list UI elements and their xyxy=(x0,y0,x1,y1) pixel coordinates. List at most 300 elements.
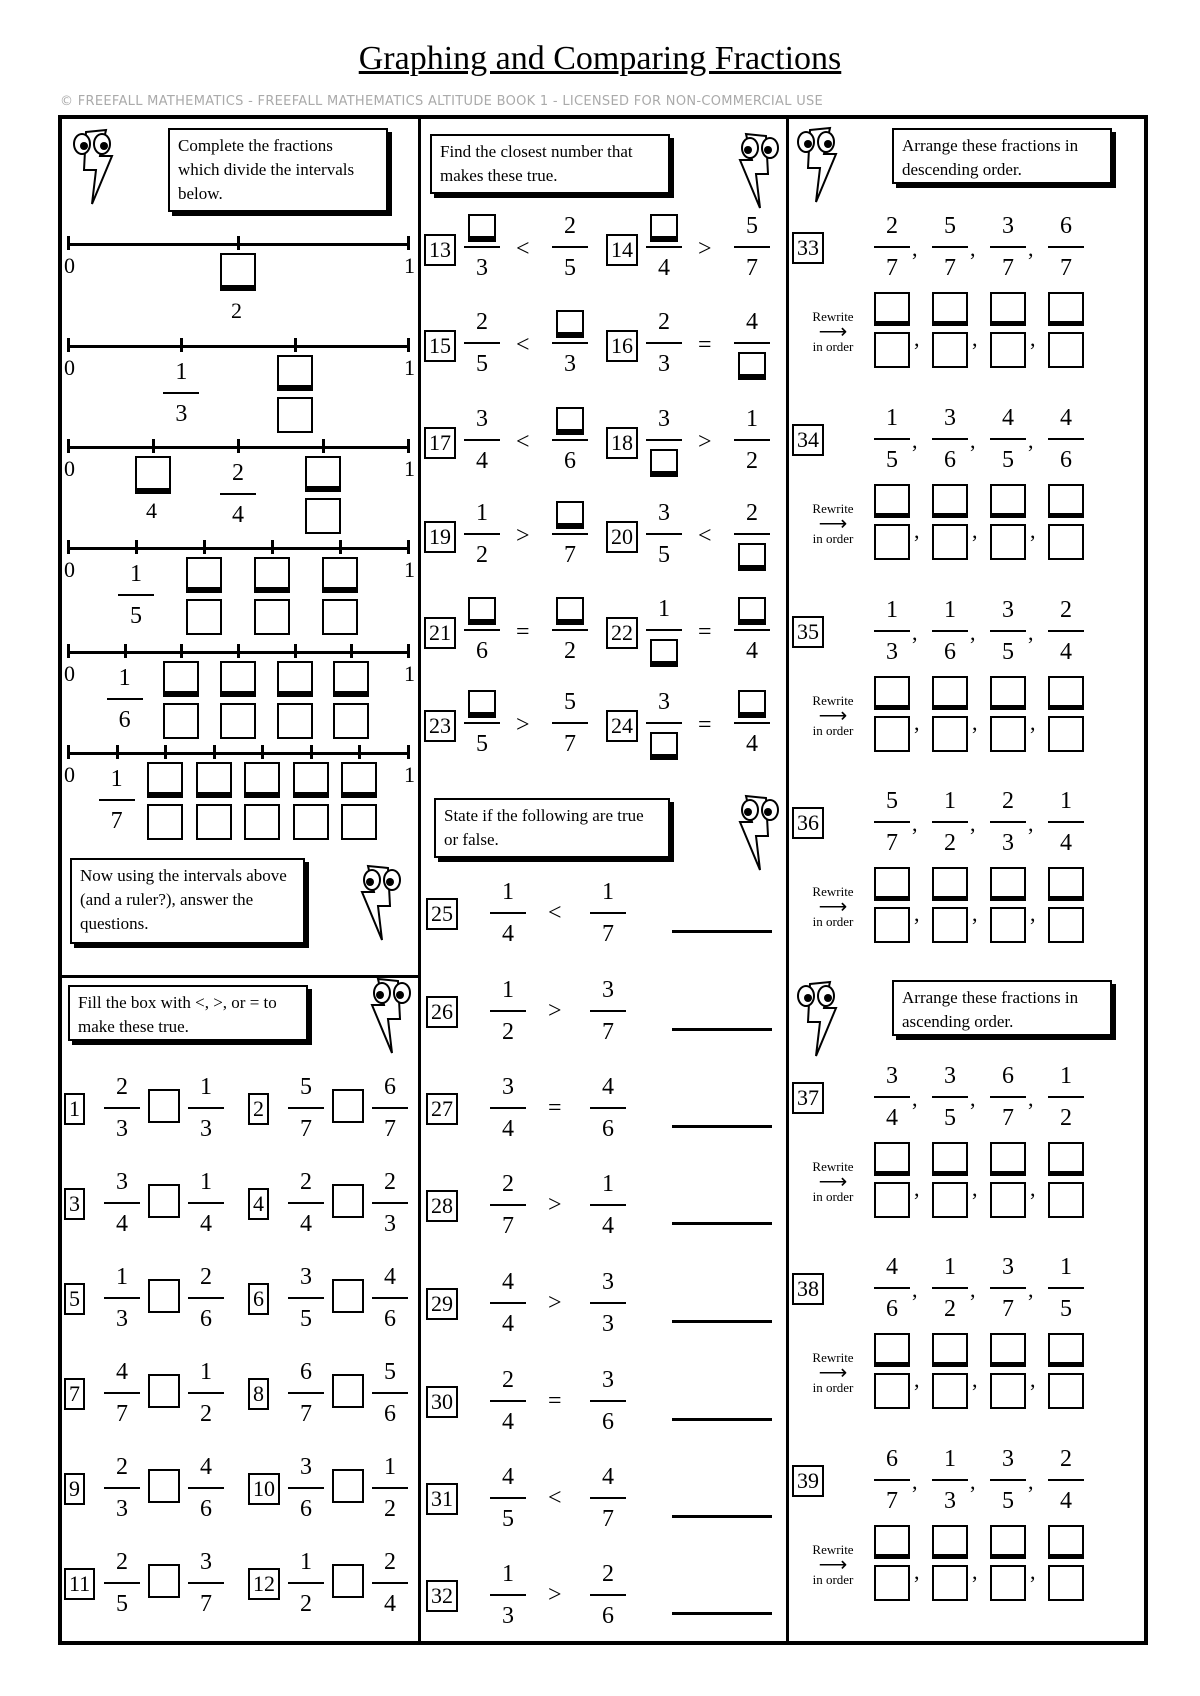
fraction xyxy=(588,1075,628,1147)
fraction-denominator: 5 xyxy=(1002,1488,1014,1514)
fraction-numerator: 3 xyxy=(476,406,488,432)
fraction-bar xyxy=(932,246,968,248)
answer-box-pair[interactable] xyxy=(220,661,256,739)
fraction-bar xyxy=(1048,630,1084,632)
fraction-bar xyxy=(590,1400,626,1402)
rewrite-text: Rewrite xyxy=(812,501,854,516)
answer-box-pair[interactable] xyxy=(322,557,358,635)
fraction xyxy=(462,690,502,762)
fraction xyxy=(644,310,684,382)
number-line-tick xyxy=(180,338,183,352)
comparison-box[interactable] xyxy=(332,1279,364,1313)
fraction xyxy=(488,1075,528,1147)
fraction-numerator: 3 xyxy=(200,1549,212,1575)
rewrite-text: in order xyxy=(812,1380,854,1395)
fraction-denominator: 6 xyxy=(944,639,956,665)
rewrite-text: in order xyxy=(812,1189,854,1204)
number-line-zero: 0 xyxy=(64,456,75,481)
answer-box[interactable] xyxy=(738,543,766,571)
answer-box-pair[interactable] xyxy=(1048,1142,1084,1218)
question-number: 4 xyxy=(248,1188,269,1220)
comparison-symbol: < xyxy=(548,900,562,926)
number-line-tick xyxy=(67,540,70,554)
answer-box-pair[interactable] xyxy=(990,1333,1026,1409)
answer-box-pair[interactable] xyxy=(990,676,1026,752)
comma: , xyxy=(1028,1086,1034,1111)
fraction-numerator: 3 xyxy=(1002,1254,1014,1280)
number-line-tick xyxy=(407,236,410,250)
comma: , xyxy=(1030,518,1036,543)
fraction-numerator: 2 xyxy=(300,1169,312,1195)
fraction xyxy=(550,214,590,286)
fraction-denominator: 5 xyxy=(886,447,898,473)
arrow-right-icon: ⟶ xyxy=(818,705,848,727)
fraction-denominator: 6 xyxy=(118,707,131,733)
fraction-numerator[interactable] xyxy=(550,597,590,627)
answer-box[interactable] xyxy=(738,690,766,718)
question-number: 29 xyxy=(426,1288,458,1320)
fraction-bar xyxy=(490,1400,526,1402)
fraction-numerator: 1 xyxy=(476,500,488,526)
fraction-numerator: 2 xyxy=(886,213,898,239)
rewrite-text: in order xyxy=(812,723,854,738)
number-line-tick xyxy=(135,540,138,554)
number-line-tick xyxy=(237,644,240,658)
fraction-denominator[interactable] xyxy=(732,352,772,382)
fraction-denominator: 7 xyxy=(200,1591,212,1617)
fraction-denominator: 2 xyxy=(1060,1105,1072,1131)
comparison-symbol: = xyxy=(516,619,530,645)
number-line-zero: 0 xyxy=(64,557,75,582)
question-number: 13 xyxy=(424,234,456,266)
fraction-numerator: 4 xyxy=(502,1464,514,1490)
answer-box[interactable] xyxy=(468,597,496,625)
answer-box[interactable] xyxy=(220,253,256,293)
fraction-numerator: 1 xyxy=(384,1454,396,1480)
mascot-icon xyxy=(360,975,412,1057)
answer-box-pair[interactable] xyxy=(932,1333,968,1409)
question-number: 19 xyxy=(424,521,456,553)
fraction-denominator: 7 xyxy=(602,1019,614,1045)
fraction-bar xyxy=(874,1096,910,1098)
answer-box-pair[interactable] xyxy=(874,867,910,943)
answer-box-pair[interactable] xyxy=(932,1525,968,1601)
fraction-numerator: 4 xyxy=(1002,405,1014,431)
fraction-bar xyxy=(990,1479,1026,1481)
fraction xyxy=(370,1360,410,1432)
comma: , xyxy=(914,1559,920,1584)
answer-box-pair[interactable] xyxy=(293,762,329,840)
comparison-box[interactable] xyxy=(148,1564,180,1598)
answer-box-pair[interactable] xyxy=(1048,292,1084,368)
fraction-numerator[interactable] xyxy=(550,407,590,437)
fraction-denominator[interactable] xyxy=(644,639,684,669)
answer-box-pair[interactable] xyxy=(1048,1333,1084,1409)
fraction-bar xyxy=(932,821,968,823)
fraction xyxy=(988,1447,1028,1519)
comparison-box[interactable] xyxy=(148,1469,180,1503)
answer-box-pair[interactable] xyxy=(244,762,280,840)
answer-box-pair[interactable] xyxy=(277,661,313,739)
fraction-numerator: 1 xyxy=(1060,788,1072,814)
comparison-symbol: < xyxy=(548,1485,562,1511)
fraction xyxy=(988,1255,1028,1327)
comparison-box[interactable] xyxy=(332,1184,364,1218)
question-number: 26 xyxy=(426,996,458,1028)
instruction-bubble: Arrange these fractions in ascending order. xyxy=(892,980,1112,1036)
fraction-bar xyxy=(188,1107,224,1109)
answer-line[interactable] xyxy=(672,1320,772,1323)
comparison-box[interactable] xyxy=(332,1469,364,1503)
number-line-tick xyxy=(358,745,361,759)
fraction-numerator: 1 xyxy=(886,597,898,623)
fraction-bar xyxy=(932,1096,968,1098)
fraction-denominator: 4 xyxy=(502,1311,514,1337)
comma: , xyxy=(1030,326,1036,351)
fraction-numerator: 3 xyxy=(116,1169,128,1195)
answer-box-pair[interactable] xyxy=(990,1142,1026,1218)
fraction xyxy=(872,1255,912,1327)
number-line-one: 1 xyxy=(404,762,415,787)
fraction-numerator[interactable] xyxy=(462,214,502,244)
comma: , xyxy=(912,1469,918,1494)
answer-box-pair[interactable] xyxy=(874,292,910,368)
question-number: 21 xyxy=(424,617,456,649)
fraction-numerator: 1 xyxy=(300,1549,312,1575)
number-line-tick xyxy=(67,439,70,453)
fraction-denominator: 6 xyxy=(300,1496,312,1522)
comparison-box[interactable] xyxy=(148,1279,180,1313)
fraction xyxy=(732,690,772,762)
fraction-numerator: 3 xyxy=(300,1264,312,1290)
number-line-tick xyxy=(407,540,410,554)
comma: , xyxy=(970,428,976,453)
fraction-numerator: 2 xyxy=(116,1454,128,1480)
fraction-denominator: 4 xyxy=(1060,639,1072,665)
number-line-tick xyxy=(164,745,167,759)
fraction-bar xyxy=(288,1487,324,1489)
fraction xyxy=(488,880,528,952)
fraction-denominator[interactable] xyxy=(644,732,684,762)
fraction-numerator: 3 xyxy=(602,1367,614,1393)
fraction-numerator[interactable] xyxy=(462,597,502,627)
comparison-box[interactable] xyxy=(332,1564,364,1598)
fraction xyxy=(872,598,912,670)
answer-box[interactable] xyxy=(556,597,584,625)
fraction-denominator: 3 xyxy=(384,1211,396,1237)
question-number: 36 xyxy=(792,807,824,839)
fraction-bar xyxy=(552,246,588,248)
fraction xyxy=(550,690,590,762)
fraction xyxy=(186,1075,226,1147)
comparison-symbol: > xyxy=(516,712,530,738)
fraction-bar xyxy=(372,1202,408,1204)
fraction-bar xyxy=(590,1107,626,1109)
answer-box[interactable] xyxy=(556,407,584,435)
answer-box-pair[interactable] xyxy=(990,484,1026,560)
fraction-denominator[interactable] xyxy=(644,449,684,479)
mascot-icon xyxy=(350,862,402,944)
answer-box-pair[interactable] xyxy=(254,557,290,635)
fraction-denominator: 3 xyxy=(1002,830,1014,856)
fraction xyxy=(988,406,1028,478)
question-number: 22 xyxy=(606,617,638,649)
number-line-tick xyxy=(180,644,183,658)
fraction-bar xyxy=(1048,1287,1084,1289)
fraction-denominator: 7 xyxy=(1002,1296,1014,1322)
fraction-bar xyxy=(990,821,1026,823)
answer-box-pair[interactable] xyxy=(874,676,910,752)
comparison-box[interactable] xyxy=(148,1089,180,1123)
fraction xyxy=(732,310,772,382)
comma: , xyxy=(972,901,978,926)
fraction-denominator: 6 xyxy=(1060,447,1072,473)
fraction-bar xyxy=(734,342,770,344)
comma: , xyxy=(914,1176,920,1201)
answer-box-pair[interactable] xyxy=(932,676,968,752)
fraction xyxy=(732,407,772,479)
comparison-symbol: = xyxy=(698,712,712,738)
answer-line[interactable] xyxy=(672,1418,772,1421)
fraction-denominator: 3 xyxy=(658,351,670,377)
answer-box[interactable] xyxy=(738,597,766,625)
comma: , xyxy=(1030,710,1036,735)
fraction-numerator: 1 xyxy=(502,879,514,905)
answer-box[interactable] xyxy=(738,352,766,380)
fraction-bar xyxy=(104,1392,140,1394)
answer-box-pair[interactable] xyxy=(163,661,199,739)
fraction-numerator[interactable] xyxy=(732,597,772,627)
fraction-bar xyxy=(188,1487,224,1489)
fraction-bar xyxy=(734,629,770,631)
rewrite-text: in order xyxy=(812,1572,854,1587)
fraction-denominator: 7 xyxy=(886,830,898,856)
fraction xyxy=(286,1455,326,1527)
answer-box-pair[interactable] xyxy=(186,557,222,635)
fraction xyxy=(186,1550,226,1622)
comma: , xyxy=(972,1559,978,1584)
comma: , xyxy=(912,620,918,645)
answer-box-pair[interactable] xyxy=(932,292,968,368)
answer-box-pair[interactable] xyxy=(277,355,313,433)
fraction xyxy=(930,598,970,670)
comparison-box[interactable] xyxy=(332,1374,364,1408)
answer-box-pair[interactable] xyxy=(1048,1525,1084,1601)
fraction-bar xyxy=(163,392,199,394)
fraction-numerator: 3 xyxy=(1002,597,1014,623)
answer-line[interactable] xyxy=(672,930,772,933)
comparison-symbol: < xyxy=(516,236,530,262)
answer-box-pair[interactable] xyxy=(874,1333,910,1409)
fraction-numerator: 3 xyxy=(886,1063,898,1089)
fraction-denominator: 5 xyxy=(300,1306,312,1332)
number-line-tick xyxy=(407,439,410,453)
rewrite-label xyxy=(798,308,868,356)
comparison-box[interactable] xyxy=(148,1184,180,1218)
fraction-denominator: 7 xyxy=(300,1116,312,1142)
fraction xyxy=(588,880,628,952)
comma: , xyxy=(1030,901,1036,926)
answer-box[interactable] xyxy=(468,690,496,718)
fraction-bar xyxy=(646,629,682,631)
fraction-numerator: 4 xyxy=(886,1254,898,1280)
fraction-numerator: 1 xyxy=(200,1074,212,1100)
comparison-symbol: > xyxy=(548,1582,562,1608)
fraction xyxy=(588,1270,628,1342)
answer-box[interactable] xyxy=(468,214,496,242)
comparison-box[interactable] xyxy=(148,1374,180,1408)
fraction-numerator: 4 xyxy=(602,1464,614,1490)
fraction-numerator[interactable] xyxy=(462,690,502,720)
answer-box[interactable] xyxy=(650,214,678,242)
answer-box-pair[interactable] xyxy=(341,762,377,840)
fraction-denominator: 3 xyxy=(886,639,898,665)
comma: , xyxy=(912,236,918,261)
fraction xyxy=(644,407,684,479)
fraction-denominator: 7 xyxy=(300,1401,312,1427)
fraction-bar xyxy=(874,821,910,823)
fraction-numerator: 2 xyxy=(602,1561,614,1587)
fraction-denominator: 2 xyxy=(200,1401,212,1427)
instruction-bubble: Find the closest number that makes these true. xyxy=(430,134,670,194)
fraction-bar xyxy=(552,533,588,535)
answer-box-pair[interactable] xyxy=(990,867,1026,943)
answer-line[interactable] xyxy=(672,1028,772,1031)
number-line-tick xyxy=(213,745,216,759)
fraction-denominator: 3 xyxy=(116,1496,128,1522)
question-number: 9 xyxy=(64,1473,85,1505)
fraction-bar xyxy=(990,1096,1026,1098)
fraction xyxy=(550,310,590,382)
number-line-tick xyxy=(294,644,297,658)
answer-box-pair[interactable] xyxy=(1048,676,1084,752)
comma: , xyxy=(914,326,920,351)
fraction-denominator: 7 xyxy=(602,1506,614,1532)
fraction-numerator: 1 xyxy=(502,1561,514,1587)
answer-box-pair[interactable] xyxy=(305,456,341,534)
answer-box-pair[interactable] xyxy=(1048,484,1084,560)
fraction-numerator[interactable] xyxy=(644,214,684,244)
answer-line[interactable] xyxy=(672,1222,772,1225)
answer-box[interactable] xyxy=(556,310,584,338)
comma: , xyxy=(970,1277,976,1302)
fraction-bar xyxy=(874,438,910,440)
answer-box-pair[interactable] xyxy=(990,1525,1026,1601)
answer-box[interactable] xyxy=(650,639,678,667)
mascot-icon xyxy=(72,126,124,208)
fraction-denominator: 3 xyxy=(944,1488,956,1514)
answer-box-pair[interactable] xyxy=(874,1525,910,1601)
fraction-denominator: 6 xyxy=(602,1116,614,1142)
fraction xyxy=(286,1550,326,1622)
answer-box[interactable] xyxy=(650,732,678,760)
answer-box-pair[interactable] xyxy=(932,1142,968,1218)
answer-box-pair[interactable] xyxy=(932,484,968,560)
fraction-bar xyxy=(646,342,682,344)
question-number: 38 xyxy=(792,1273,824,1305)
fraction xyxy=(872,789,912,861)
answer-box[interactable] xyxy=(135,456,171,496)
fraction-bar xyxy=(590,1497,626,1499)
fraction-bar xyxy=(1048,1096,1084,1098)
fraction xyxy=(186,1360,226,1432)
fraction-denominator: 3 xyxy=(564,351,576,377)
comparison-symbol: = xyxy=(698,619,712,645)
question-number: 24 xyxy=(606,710,638,742)
fraction xyxy=(370,1455,410,1527)
fraction-denominator: 7 xyxy=(502,1213,514,1239)
fraction-numerator[interactable] xyxy=(550,501,590,531)
fraction-bar xyxy=(590,912,626,914)
fraction xyxy=(1046,1447,1086,1519)
fraction xyxy=(462,214,502,286)
fraction-bar xyxy=(734,246,770,248)
answer-box-pair[interactable] xyxy=(196,762,232,840)
answer-box-pair[interactable] xyxy=(874,1142,910,1218)
answer-box-pair[interactable] xyxy=(1048,867,1084,943)
fraction xyxy=(644,214,684,286)
fraction xyxy=(102,1075,142,1147)
comma: , xyxy=(1028,1277,1034,1302)
comparison-box[interactable] xyxy=(332,1089,364,1123)
fraction-bar xyxy=(107,698,143,700)
rewrite-label xyxy=(798,883,868,931)
fraction xyxy=(930,1064,970,1136)
answer-line[interactable] xyxy=(672,1612,772,1615)
copyright-notice: © FREEFALL MATHEMATICS - FREEFALL MATHEMATICS ALTITUDE BOOK 1 - LICENSED FOR NON-COMMERCIAL USE xyxy=(60,94,824,109)
fraction-bar xyxy=(1048,438,1084,440)
fraction-denominator[interactable] xyxy=(732,543,772,573)
fraction-numerator: 2 xyxy=(746,500,758,526)
fraction xyxy=(218,461,258,533)
fraction-numerator: 4 xyxy=(384,1264,396,1290)
fraction-numerator: 4 xyxy=(200,1454,212,1480)
fraction xyxy=(286,1265,326,1337)
fraction-bar xyxy=(590,1302,626,1304)
answer-box-pair[interactable] xyxy=(990,292,1026,368)
fraction-numerator: 1 xyxy=(130,561,142,587)
number-line-tick xyxy=(407,338,410,352)
fraction xyxy=(1046,214,1086,286)
fraction-numerator: 1 xyxy=(944,597,956,623)
rewrite-text: Rewrite xyxy=(812,884,854,899)
answer-box[interactable] xyxy=(650,449,678,477)
arrow-right-icon: ⟶ xyxy=(818,1554,848,1576)
comma: , xyxy=(970,811,976,836)
fraction-numerator[interactable] xyxy=(550,310,590,340)
fraction-numerator: 2 xyxy=(384,1549,396,1575)
fraction-numerator[interactable] xyxy=(732,690,772,720)
column-divider-right xyxy=(786,115,789,1645)
number-line-one: 1 xyxy=(404,661,415,686)
fraction xyxy=(186,1170,226,1242)
answer-box-pair[interactable] xyxy=(874,484,910,560)
answer-line[interactable] xyxy=(672,1515,772,1518)
fraction-denominator: 6 xyxy=(602,1603,614,1629)
fraction-denominator: 7 xyxy=(886,1488,898,1514)
mascot-icon xyxy=(796,124,848,206)
fraction-numerator: 1 xyxy=(944,1446,956,1472)
answer-box[interactable] xyxy=(556,501,584,529)
fraction-bar xyxy=(932,1287,968,1289)
answer-box-pair[interactable] xyxy=(333,661,369,739)
answer-line[interactable] xyxy=(672,1125,772,1128)
fraction-denominator: 4 xyxy=(200,1211,212,1237)
answer-box-pair[interactable] xyxy=(932,867,968,943)
fraction xyxy=(186,1265,226,1337)
comma: , xyxy=(970,1469,976,1494)
answer-box-pair[interactable] xyxy=(147,762,183,840)
